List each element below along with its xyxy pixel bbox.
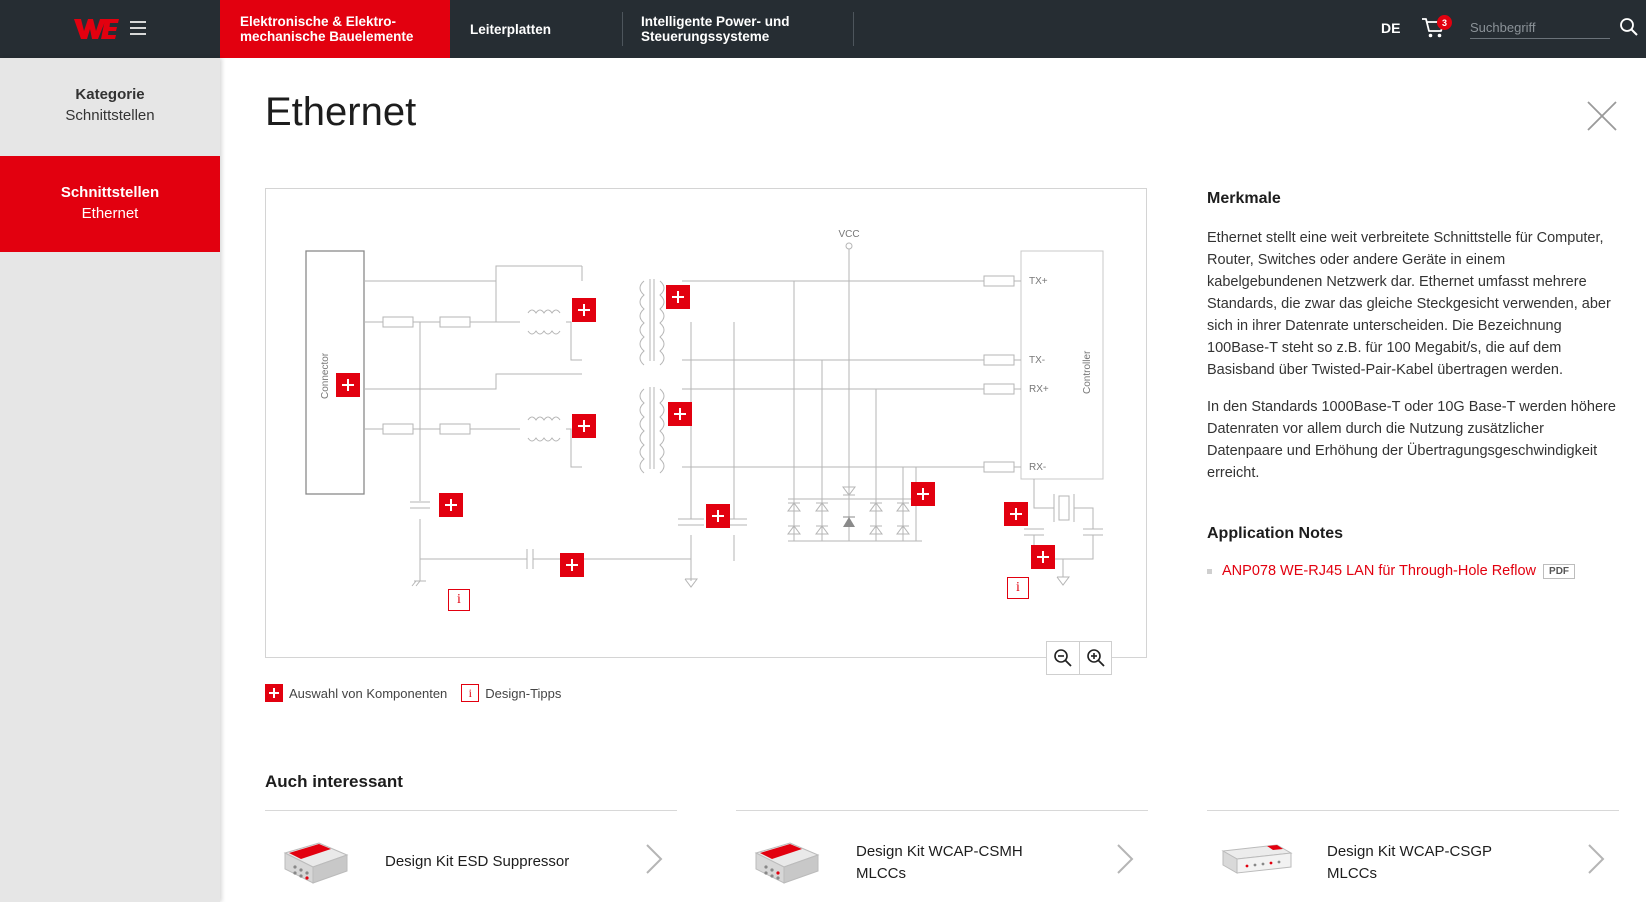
zoom-in-button[interactable]	[1079, 642, 1111, 674]
component-marker-common-mode-choke-2[interactable]	[572, 414, 596, 438]
nav-separator	[853, 12, 854, 46]
design-tip-marker-2[interactable]: i	[1007, 577, 1029, 599]
nav-intelligent-power[interactable]: Intelligente Power- und Steuerungssysteme	[641, 14, 790, 44]
component-marker-capacitor-4[interactable]	[560, 553, 584, 577]
rx-minus-label: RX-	[1029, 462, 1047, 473]
chevron-right-icon	[645, 843, 663, 875]
zoom-out-button[interactable]	[1047, 642, 1079, 674]
product-card-title: Design Kit WCAP-CSMH MLCCs	[856, 843, 1023, 882]
design-tip-marker-1[interactable]: i	[448, 589, 470, 611]
zoom-out-icon	[1053, 648, 1073, 668]
legend-plus-icon	[265, 684, 283, 702]
sidebar-active-sub: Ethernet	[81, 205, 139, 222]
sidebar-category-label: Kategorie	[75, 86, 145, 103]
application-note-item	[1207, 563, 1575, 579]
product-card-wcap-csgp[interactable]	[1207, 810, 1619, 902]
design-kit-box-image	[279, 831, 351, 887]
component-marker-capacitor-3[interactable]	[1031, 545, 1055, 569]
sidebar-category[interactable]	[0, 84, 220, 126]
sidebar-category-value: Schnittstellen	[65, 107, 155, 124]
diagram-legend	[265, 683, 561, 703]
design-kit-box-image	[1221, 831, 1293, 887]
component-marker-capacitor-2[interactable]	[706, 504, 730, 528]
vcc-label: VCC	[838, 229, 860, 240]
tx-minus-label: TX-	[1029, 355, 1046, 366]
connector-label: Connector	[320, 352, 331, 399]
application-notes-heading: Application Notes	[1207, 525, 1344, 542]
features-heading: Merkmale	[1207, 190, 1281, 207]
component-marker-connector[interactable]	[336, 373, 360, 397]
design-kit-box-image	[750, 831, 822, 887]
page-title: Ethernet	[265, 90, 417, 134]
pdf-badge: PDF	[1543, 564, 1575, 579]
we-logo-icon[interactable]	[72, 16, 120, 42]
ethernet-circuit-diagram	[265, 188, 1147, 658]
application-note-link[interactable]: ANP078 WE-RJ45 LAN für Through-Hole Reflow	[1222, 563, 1537, 579]
sidebar-item-ethernet[interactable]	[0, 156, 220, 252]
search-icon[interactable]	[1619, 17, 1639, 37]
controller-label: Controller	[1082, 350, 1093, 394]
component-marker-transformer-2[interactable]	[668, 402, 692, 426]
list-bullet	[1207, 569, 1212, 574]
product-card-title: Design Kit WCAP-CSGP MLCCs	[1327, 843, 1493, 882]
legend-components-label: Auswahl von Komponenten	[289, 685, 448, 701]
nav-electronic-components[interactable]: Elektronische & Elektro- mechanische Bauelemente	[220, 0, 450, 58]
sidebar-active-title: Schnittstellen	[60, 184, 160, 201]
chevron-right-icon	[1116, 843, 1134, 875]
nav-printed-circuit-boards[interactable]: Leiterplatten	[470, 21, 552, 37]
cart-count-badge: 3	[1437, 15, 1452, 30]
component-marker-capacitor-1[interactable]	[439, 493, 463, 517]
search-input[interactable]	[1470, 17, 1610, 39]
product-card-esd-suppressor[interactable]	[265, 810, 677, 902]
chevron-right-icon	[1587, 843, 1605, 875]
close-icon[interactable]	[1586, 100, 1618, 132]
language-selector[interactable]: DE	[1381, 20, 1401, 36]
features-paragraph-1: Ethernet stellt eine weit verbreitete Schnittstelle für Computer, Router, Switches oder andere Geräte in einem kabelgebundenen Netzwerk dar. Ethernet umfasst mehrere Standards, die zwar das gleiche Steckgesicht verwenden, aber sich in ihrer Datenrate unterscheiden. Die Bezeichnung 100Base-T steht so z.B. für 100 Megabit/s, die auf dem Basisband über Twisted-Pair-Kabel übertragen werden.	[1207, 230, 1611, 378]
legend-info-icon: i	[461, 684, 479, 702]
features-paragraph-2: In den Standards 1000Base-T oder 10G Base-T werden höhere Datenraten vor allem durch die Nutzung zusätzlicher Datenpaare und Erhöhung der Übertragungsgeschwindigkeit erreicht.	[1207, 399, 1616, 481]
tx-plus-label: TX+	[1029, 276, 1048, 287]
category-sidebar	[0, 58, 220, 902]
rx-plus-label: RX+	[1029, 384, 1049, 395]
zoom-controls	[1046, 641, 1112, 675]
component-marker-transformer-1[interactable]	[666, 285, 690, 309]
product-card-wcap-csmh[interactable]	[736, 810, 1148, 902]
top-navigation-bar	[0, 0, 1646, 58]
menu-hamburger-icon[interactable]	[130, 21, 146, 35]
zoom-in-icon	[1086, 648, 1106, 668]
legend-design-tips-label: Design-Tipps	[485, 685, 562, 701]
product-card-title: Design Kit ESD Suppressor	[385, 853, 570, 870]
also-interesting-heading: Auch interessant	[265, 772, 403, 791]
component-marker-esd-diode[interactable]	[911, 482, 935, 506]
component-marker-common-mode-choke-1[interactable]	[572, 298, 596, 322]
component-marker-crystal[interactable]	[1004, 502, 1028, 526]
nav-separator	[622, 12, 623, 46]
